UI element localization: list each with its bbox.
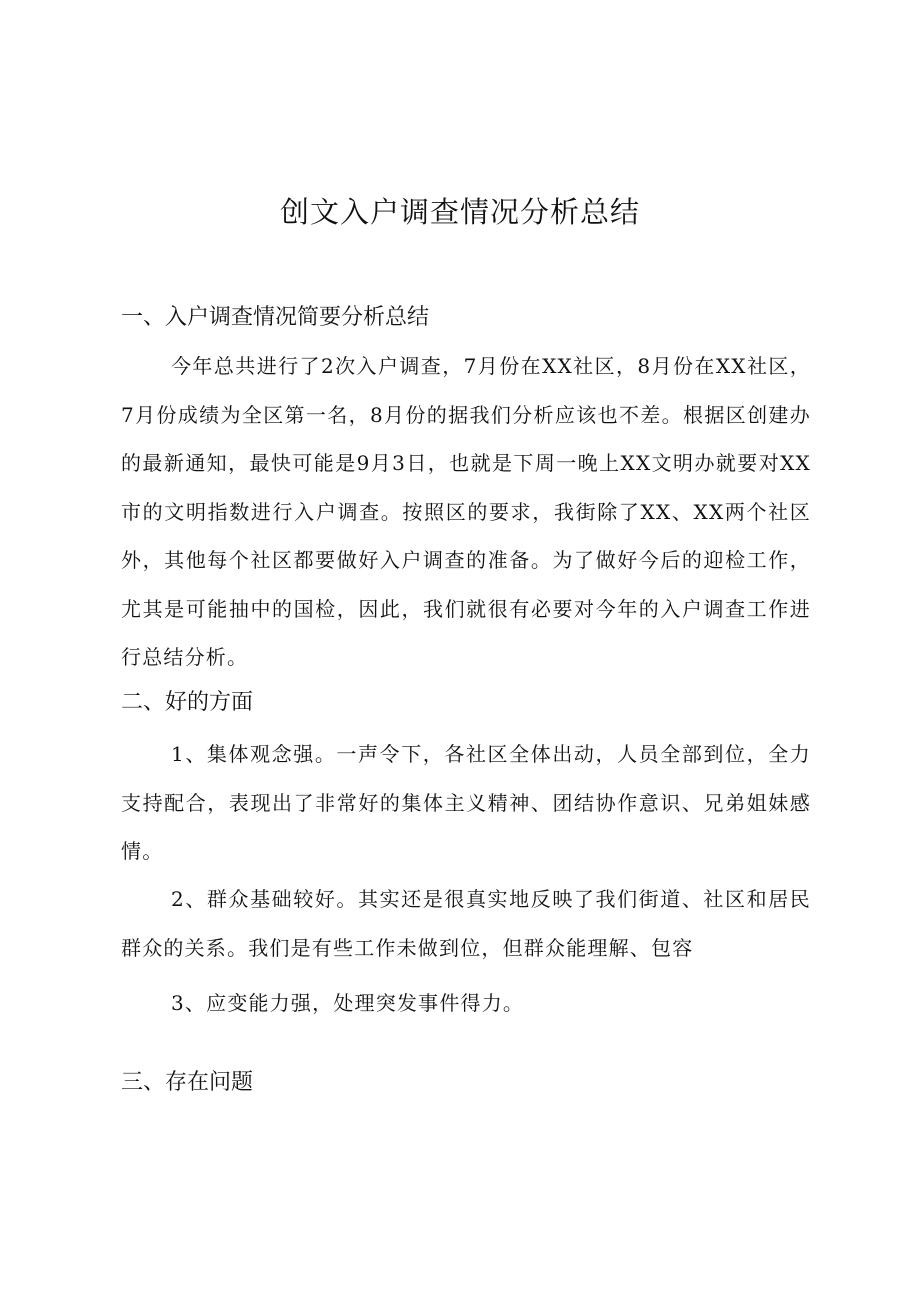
section-2-paragraph-1: 1、集体观念强。一声令下，各社区全体出动，人员全部到位，全力支持配合，表现出了非常好的集体主义精神、团结协作意识、兄弟姐妹感情。 bbox=[121, 742, 811, 863]
section-heading-2: 二、好的方面 bbox=[121, 690, 254, 715]
section-2-paragraph-2: 2、群众基础较好。其实还是很真实地反映了我们街道、社区和居民群众的关系。我们是有些工作未做到位，但群众能理解、包容 bbox=[121, 887, 811, 960]
section-2-paragraph-3: 3、应变能力强，处理突发事件得力。 bbox=[171, 991, 525, 1015]
section-heading-3: 三、存在问题 bbox=[121, 1070, 254, 1095]
section-heading-1: 一、入户调查情况简要分析总结 bbox=[121, 305, 430, 330]
document-title: 创文入户调查情况分析总结 bbox=[279, 195, 640, 229]
section-1-paragraph-1: 今年总共进行了2次入户调查，7月份在XX社区，8月份在XX社区，7月份成绩为全区第一名，8月份的据我们分析应该也不差。根据区创建办的最新通知，最快可能是9月3日，也就是下周一晚上XX文明办就要对XX市的文明指数进行入户调查。按照区的要求，我街除了XX、XX两个社区外，其他每个社区都要做好入户调查的准备。为了做好今后的迎检工作，尤其是可能抽中的国检，因此，我们就很有必要对今年的入户调查工作进行总结分析。 bbox=[121, 354, 811, 669]
